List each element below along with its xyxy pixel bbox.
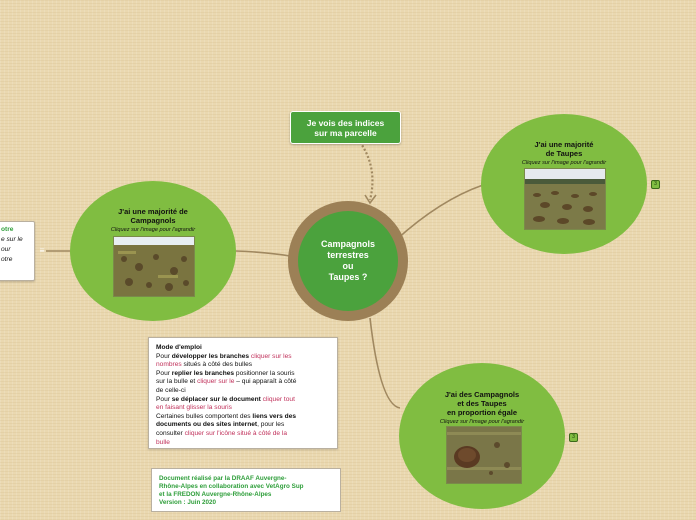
left-partial-card: [0, 221, 35, 281]
note-text: liens vers des: [252, 412, 297, 420]
bubble-hint: Cliquez sur l'image pour l'agrandir: [110, 227, 196, 233]
note-text: replier les branches: [171, 369, 235, 377]
bubble-hint: Cliquez sur l'image pour l'agrandir: [439, 419, 525, 425]
note-text: nombres: [156, 361, 182, 369]
photo-campagnols-taupes[interactable]: [446, 426, 522, 484]
center-line: Taupes ?: [328, 272, 368, 282]
credit-line: Document réalisé par la DRAAF Auvergne-: [159, 475, 287, 482]
note-text: cliquer sur les: [249, 352, 292, 360]
link-top-right: [396, 185, 483, 240]
indices-line: Je vois des indices: [306, 117, 385, 128]
note-text: cliquer tout: [260, 395, 295, 403]
photo-taupes[interactable]: [524, 168, 606, 230]
central-topic-inner: [298, 211, 398, 311]
note-text: Certaines bulles comportent des: [156, 412, 253, 420]
credit-line: et la FREDON Auvergne-Rhône-Alpes: [159, 491, 272, 498]
link-bottom-right: [370, 318, 400, 408]
note-text: se déplacer sur le document: [171, 395, 261, 403]
bubble-title: de Taupes: [545, 149, 583, 158]
bubble-title: J'ai une majorité de: [118, 207, 188, 216]
note-text: , pour les: [257, 421, 285, 429]
note-text: positionner la souris: [234, 369, 295, 377]
left-card-line: otre: [1, 256, 13, 263]
indices-node[interactable]: [290, 111, 401, 144]
note-text: en faisant glisser la souris: [156, 404, 232, 412]
note-text: – qui apparaît à côté: [234, 378, 297, 386]
note-text: Pour: [156, 395, 172, 403]
center-line: terrestres: [327, 250, 369, 260]
bubble-title: et des Taupes: [457, 399, 507, 408]
note-text: cliquer sur le: [197, 378, 235, 386]
note-text: de celle-ci: [156, 386, 186, 394]
note-text: bulle: [156, 438, 170, 446]
collapse-icon[interactable]: ≡: [39, 246, 45, 255]
note-text: documents ou des sites internet: [156, 421, 258, 429]
note-text: sur la bulle et: [156, 378, 198, 386]
expand-badge[interactable]: 3: [569, 433, 578, 442]
link-left: [236, 251, 290, 256]
bubble-title: J'ai des Campagnols: [444, 390, 520, 399]
bubble-title: J'ai une majorité: [534, 140, 594, 149]
mode-emploi-note: [148, 337, 338, 449]
center-line: ou: [342, 261, 354, 271]
left-card-line: otre: [1, 226, 14, 233]
note-text: consulter: [156, 429, 185, 437]
note-text: situés à côté des bulles: [181, 361, 253, 369]
link-indices: [360, 142, 372, 200]
left-card-line: our: [1, 246, 11, 253]
note-title: Mode d'emploi: [156, 344, 202, 351]
bubble-hint: Cliquez sur l'image pour l'agrandir: [521, 160, 607, 166]
credit-note: [151, 468, 341, 512]
bubble-title: Campagnols: [130, 216, 176, 225]
expand-badge[interactable]: 3: [651, 180, 660, 189]
left-card-line: e sur le: [1, 236, 23, 243]
photo-campagnols[interactable]: [113, 236, 195, 297]
bubble-title: en proportion égale: [446, 408, 517, 417]
center-line: Campagnols: [320, 239, 375, 249]
note-text: Pour: [156, 369, 172, 377]
note-text: cliquer sur l'icône situé à côté de la: [184, 429, 288, 437]
note-text: développer les branches: [171, 352, 250, 360]
credit-line: Rhône-Alpes en collaboration avec VetAgro Sup: [159, 483, 304, 490]
indices-line: sur ma parcelle: [314, 127, 377, 138]
credit-line: Version : Juin 2020: [159, 499, 217, 506]
note-text: Pour: [156, 352, 172, 360]
central-topic[interactable]: [288, 201, 408, 321]
